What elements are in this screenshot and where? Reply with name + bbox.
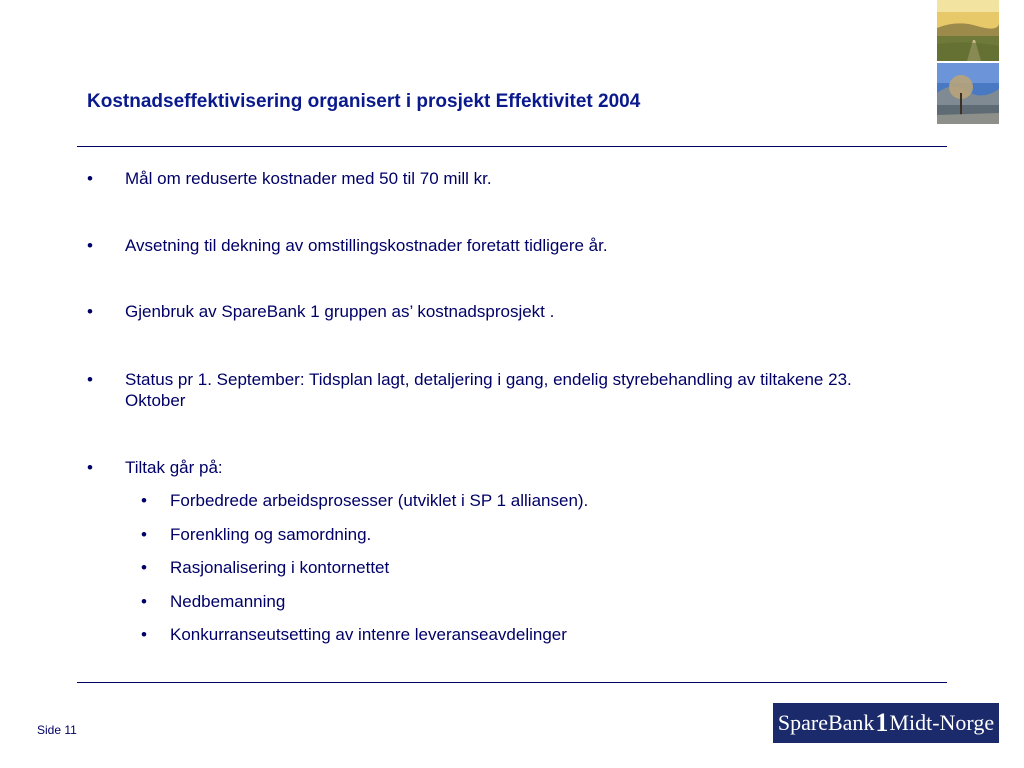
sub-bullet-text: Forenkling og samordning. bbox=[170, 525, 372, 544]
bottom-divider bbox=[77, 682, 947, 683]
landscape-photo-tree bbox=[937, 63, 999, 124]
bullet-dot: • bbox=[141, 525, 147, 544]
bullet-dot: • bbox=[87, 236, 93, 255]
sub-bullet-text: Rasjonalisering i kontornettet bbox=[170, 558, 390, 577]
landscape-photo-road bbox=[937, 0, 999, 61]
bullet-text: Gjenbruk av SpareBank 1 gruppen as’ kostnadsprosjekt . bbox=[125, 302, 555, 321]
bullet-text: Tiltak går på: bbox=[125, 458, 223, 477]
logo-text-one: 1 bbox=[875, 708, 889, 737]
bullet-text: Status pr 1. September: Tidsplan lagt, detaljering i gang, endelig styrebehandling av tiltakene 23. Oktober bbox=[125, 370, 852, 410]
bullet-dot: • bbox=[87, 302, 93, 321]
bullet-dot: • bbox=[141, 491, 147, 510]
logo-text-right: Midt-Norge bbox=[889, 710, 995, 735]
bullet-dot: • bbox=[141, 592, 147, 611]
top-divider bbox=[77, 146, 947, 147]
bullet-text: Avsetning til dekning av omstillingskostnader foretatt tidligere år. bbox=[125, 236, 608, 255]
bullet-dot: • bbox=[87, 458, 93, 477]
logo-text-left: SpareBank bbox=[777, 710, 875, 735]
bullet-dot: • bbox=[141, 558, 147, 577]
bullet-dot: • bbox=[87, 370, 93, 389]
bullet-text: Mål om reduserte kostnader med 50 til 70 mill kr. bbox=[125, 169, 492, 188]
page-number: Side 11 bbox=[37, 723, 77, 737]
sparebank-logo bbox=[773, 703, 999, 743]
sub-bullet-text: Nedbemanning bbox=[170, 592, 286, 611]
bullet-dot: • bbox=[87, 169, 93, 188]
sub-bullet-text: Konkurranseutsetting av intenre leveranseavdelinger bbox=[170, 625, 567, 644]
bullet-dot: • bbox=[141, 625, 147, 644]
sub-bullet-text: Forbedrede arbeidsprosesser (utviklet i SP 1 alliansen). bbox=[170, 491, 589, 510]
slide-title: Kostnadseffektivisering organisert i prosjekt Effektivitet 2004 bbox=[87, 91, 641, 112]
